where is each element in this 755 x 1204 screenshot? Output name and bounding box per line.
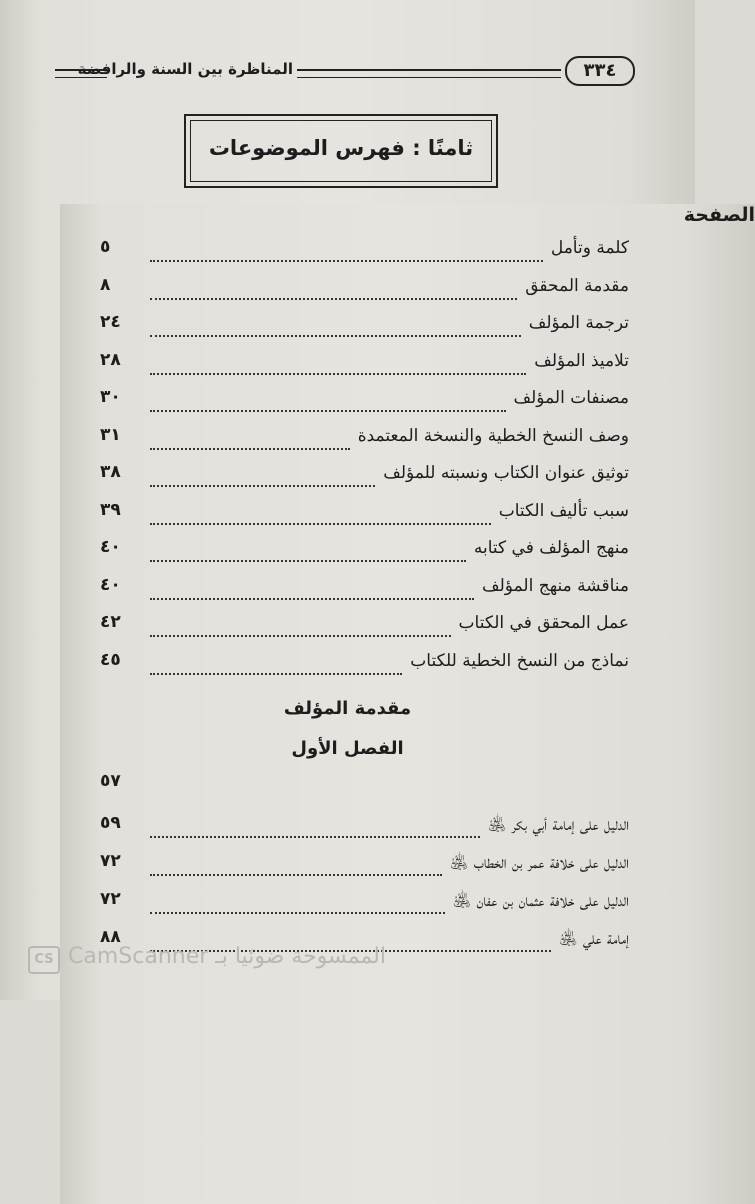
toc-entry-page: ٤٢ xyxy=(100,612,121,632)
dot-leader xyxy=(150,892,445,914)
toc-entry-title: الدليل على خلافة عثمان بن عفان ﵁ xyxy=(452,891,629,911)
author-intro-heading: مقدمة المؤلف xyxy=(283,698,412,719)
dot-leader xyxy=(150,315,521,337)
running-header xyxy=(55,56,635,88)
chapter-one-heading: الفصل الأول xyxy=(291,738,404,759)
toc-entry-page: ٣٨ xyxy=(100,462,121,482)
toc-entry-title: سبب تأليف الكتاب xyxy=(498,500,629,521)
toc-entry-title: توثيق عنوان الكتاب ونسبته للمؤلف xyxy=(383,463,629,483)
toc-entry-page: ٣١ xyxy=(100,424,121,445)
section-title: ثامنًا : فهرس الموضوعات xyxy=(208,136,474,160)
dot-leader xyxy=(150,816,480,838)
dot-leader xyxy=(150,240,543,262)
column-heading-page: الصفحة xyxy=(60,204,755,1204)
toc-entry-title: الدليل على خلافة عمر بن الخطاب ﵁ xyxy=(449,853,629,873)
dot-leader xyxy=(150,540,466,562)
toc-entry-page: ٣٩ xyxy=(100,499,121,520)
toc-entry-title: مصنفات المؤلف xyxy=(513,388,629,408)
toc-entry xyxy=(60,850,629,884)
toc-entry-page: ٨ xyxy=(100,274,111,295)
toc-entry-page: ٤٥ xyxy=(100,649,121,670)
toc-entry-title: مقدمة المحقق xyxy=(525,275,629,296)
toc-entry-page: ٢٤ xyxy=(100,312,121,332)
dot-leader xyxy=(150,503,491,525)
toc-entry xyxy=(60,274,629,308)
toc-entry xyxy=(60,649,629,683)
toc-entry-title: كلمة وتأمل xyxy=(550,238,629,258)
dot-leader xyxy=(150,653,402,675)
dot-leader xyxy=(150,428,350,450)
toc-entry-page: ٥ xyxy=(100,237,111,257)
chapter-one-page: ٥٧ xyxy=(100,771,121,791)
toc-entry-page: ٨٨ xyxy=(100,927,121,947)
toc-entry xyxy=(60,888,629,922)
toc-entry xyxy=(60,386,629,420)
toc-entry-page: ٢٨ xyxy=(100,349,121,370)
dot-leader xyxy=(150,465,375,487)
toc-entry-page: ٧٢ xyxy=(100,889,121,909)
toc-entry-title: الدليل على إمامة أبي بكر ﵁ xyxy=(487,815,629,835)
toc-entry-title: نماذج من النسخ الخطية للكتاب xyxy=(410,650,629,671)
dot-leader xyxy=(150,615,451,637)
toc-entry xyxy=(60,574,629,608)
toc-entry-title: إمامة علي ﵁ xyxy=(558,929,629,949)
toc-entry-title: ترجمة المؤلف xyxy=(528,313,629,333)
watermark-text: الممسوحة ضوئيا بـ CamScanner xyxy=(68,944,386,969)
toc-entry-title: وصف النسخ الخطية والنسخة المعتمدة xyxy=(357,425,629,446)
toc-entry-page: ٥٩ xyxy=(100,813,121,833)
dot-leader xyxy=(150,390,506,412)
toc-entry xyxy=(60,311,629,345)
dot-leader xyxy=(150,578,474,600)
dot-leader xyxy=(150,854,442,876)
toc-entry-page: ٣٠ xyxy=(100,387,121,407)
section-title-box xyxy=(184,114,498,188)
header-rule-middle xyxy=(297,69,561,78)
toc-entry-title: تلاميذ المؤلف xyxy=(534,350,629,371)
chapter-one-page-row xyxy=(60,770,629,804)
toc-entry xyxy=(60,424,629,458)
toc-entry xyxy=(60,812,629,846)
toc-entry xyxy=(60,611,629,645)
toc-entry-page: ٧٢ xyxy=(100,851,121,871)
toc-entry-page: ٤٠ xyxy=(100,574,121,595)
toc-entry-page: ٤٠ xyxy=(100,537,121,557)
page-number: ٣٣٤ xyxy=(565,56,635,86)
dot-leader xyxy=(150,278,517,300)
book-title: المناظرة بين السنة والرافضة xyxy=(77,60,293,78)
toc-entry xyxy=(60,349,629,383)
dot-leader xyxy=(150,353,526,375)
toc-entry-title: مناقشة منهج المؤلف xyxy=(482,575,629,596)
toc-entry xyxy=(60,499,629,533)
toc-entry-title: منهج المؤلف في كتابه xyxy=(473,538,629,558)
toc-entry xyxy=(60,536,629,570)
toc-entry xyxy=(60,236,629,270)
toc-entry-title: عمل المحقق في الكتاب xyxy=(458,613,629,633)
camscanner-watermark xyxy=(28,944,448,974)
camscanner-logo-icon: CS xyxy=(28,946,60,974)
toc-entry xyxy=(60,461,629,495)
